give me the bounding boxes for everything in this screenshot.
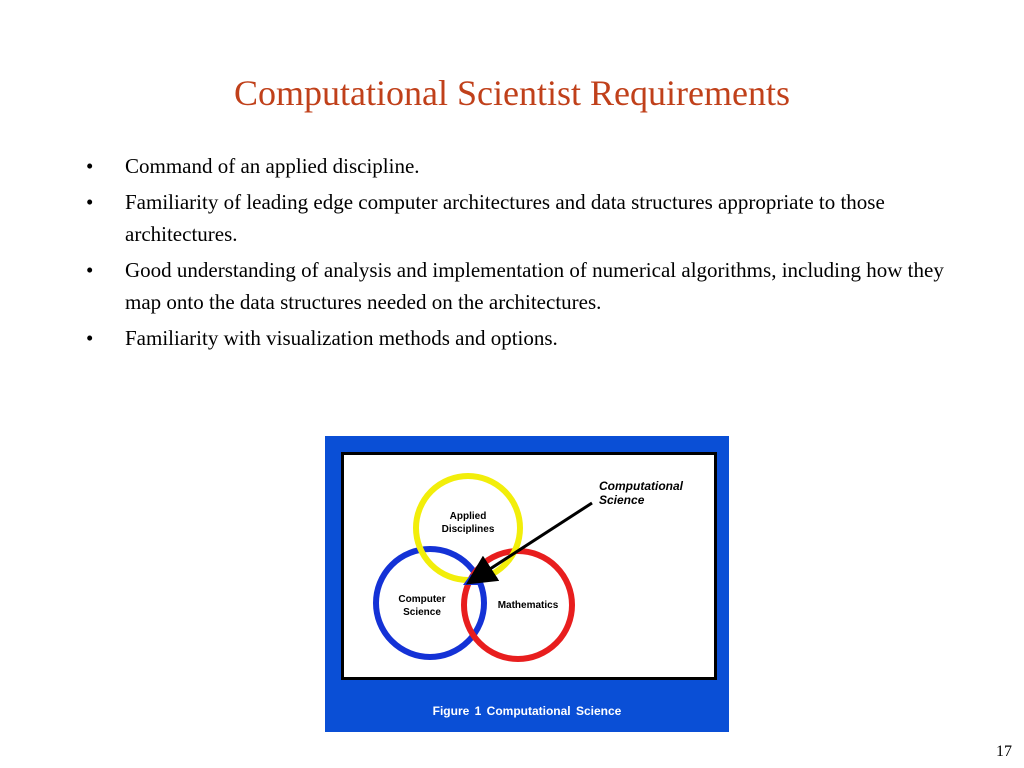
arrow: [476, 503, 592, 578]
bullet-marker: •: [86, 326, 94, 350]
bullet-marker: •: [86, 190, 94, 214]
bullet-text: Command of an applied discipline.: [125, 154, 420, 178]
cs-label-line2: Science: [403, 607, 441, 618]
bullet-text: Familiarity with visualization methods and options.: [125, 326, 558, 350]
page-number: 17: [996, 743, 1012, 760]
applied-label-line1: Applied: [449, 511, 487, 522]
slide-title: Computational Scientist Requirements: [234, 73, 790, 113]
bullet-item: [86, 322, 956, 354]
bullet-marker: •: [86, 154, 94, 178]
applied-label-line2: Disciplines: [441, 524, 495, 535]
bullet-item: [86, 150, 956, 182]
bullet-item: [86, 254, 956, 318]
bullet-marker: •: [86, 258, 94, 282]
venn-diagram-panel: [341, 452, 717, 680]
arrow-label-line1: Computational: [599, 479, 683, 493]
arrow-label-line2: Science: [599, 493, 645, 507]
math-label: Mathematics: [497, 600, 559, 611]
cs-label-line1: Computer: [398, 594, 446, 605]
venn-figure: [325, 436, 729, 732]
bullet-item: [86, 186, 956, 250]
bullet-text: Good understanding of analysis and implementation of numerical algorithms, including how they map onto the data structures needed on the architectures.: [125, 258, 944, 314]
venn-diagram: [344, 455, 714, 677]
figure-caption: Figure 1 Computational Science: [432, 704, 622, 718]
bullet-text: Familiarity of leading edge computer architectures and data structures appropriate to those architectures.: [125, 190, 885, 246]
bullet-list: [86, 150, 956, 358]
